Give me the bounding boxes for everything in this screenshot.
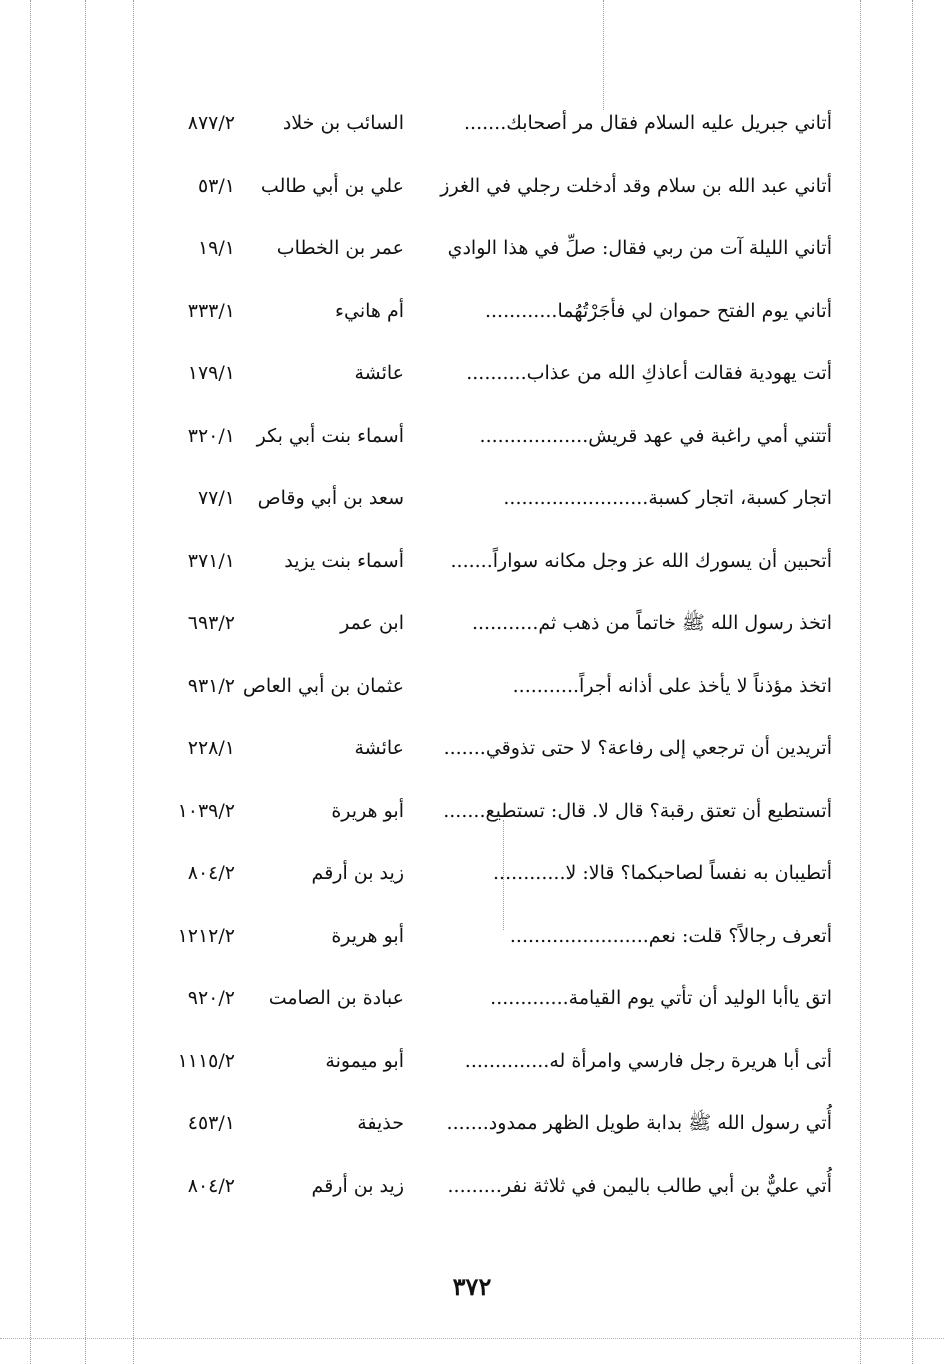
narrator: عمر بن الخطاب — [276, 237, 404, 259]
hadith-text: اتق ياأبا الوليد أن تأتي يوم القيامة............. — [490, 987, 832, 1009]
hadith-text: أُتي عليٌّ بن أبي طالب باليمن في ثلاثة نفر......... — [447, 1174, 832, 1197]
narrator: أبو هريرة — [331, 799, 404, 822]
reference: ٤٥٣/١ — [187, 1112, 235, 1134]
reference: ٦٩٣/٢ — [187, 612, 235, 634]
index-entry — [0, 845, 944, 908]
hadith-text: اتجار كسبة، اتجار كسبة........................ — [503, 487, 832, 509]
index-entry — [0, 533, 944, 596]
index-entry — [0, 720, 944, 783]
reference: ٩٢٠/٢ — [187, 987, 235, 1009]
index-entry — [0, 345, 944, 408]
index-entry — [0, 1095, 944, 1158]
reference: ٨٠٤/٢ — [187, 1174, 235, 1197]
narrator: عثمان بن أبي العاص — [242, 674, 404, 697]
reference: ١١١٥/٢ — [177, 1049, 235, 1072]
index-entry — [0, 1033, 944, 1096]
index-entry — [0, 95, 944, 158]
hadith-text: أتحبين أن يسورك الله عز وجل مكانه سواراً....... — [450, 549, 832, 572]
index-entry — [0, 783, 944, 846]
index-entry — [0, 408, 944, 471]
narrator: علي بن أبي طالب — [260, 174, 404, 197]
index-entry — [0, 595, 944, 658]
narrator: أبو ميمونة — [325, 1049, 404, 1072]
hadith-text: اتخذ مؤذناً لا يأخذ على أذانه أجراً........... — [512, 674, 832, 697]
index-entry — [0, 970, 944, 1033]
reference: ٨٧٧/٢ — [187, 112, 235, 134]
narrator: عبادة بن الصامت — [268, 987, 404, 1009]
dotted-margin-line — [0, 1338, 944, 1339]
reference: ١٢١٢/٢ — [177, 924, 235, 947]
hadith-text: أتتني أمي راغبة في عهد قريش.................. — [479, 424, 832, 447]
narrator: زيد بن أرقم — [311, 1174, 404, 1197]
narrator: حذيفة — [357, 1112, 404, 1134]
hadith-text: أتريدين أن ترجعي إلى رفاعة؟ لا حتى تذوقي....... — [443, 737, 832, 759]
index-entry — [0, 658, 944, 721]
reference: ١٠٣٩/٢ — [177, 799, 235, 822]
index-entry — [0, 908, 944, 971]
reference: ١٩/١ — [197, 237, 235, 259]
hadith-text: أتاني عبد الله بن سلام وقد أدخلت رجلي في الغرز — [440, 174, 832, 197]
hadith-text: أتستطيع أن تعتق رقبة؟ قال لا. قال: تستطيع....... — [443, 799, 832, 822]
hadith-text: أتعرف رجالاً؟ قلت: نعم....................... — [509, 924, 832, 947]
index-entry — [0, 1158, 944, 1221]
narrator: أبو هريرة — [331, 924, 404, 947]
reference: ٨٠٤/٢ — [187, 862, 235, 884]
reference: ٢٢٨/١ — [187, 737, 235, 759]
reference: ٣٢٠/١ — [187, 424, 235, 447]
narrator: زيد بن أرقم — [311, 862, 404, 884]
narrator: أم هانيء — [335, 299, 404, 322]
narrator: عائشة — [354, 737, 404, 759]
narrator: سعد بن أبي وقاص — [257, 487, 404, 509]
hadith-text: أتى أبا هريرة رجل فارسي وامرأة له.............. — [464, 1049, 832, 1072]
hadith-text: أتطيبان به نفساً لصاحبكما؟ قالا: لا............ — [493, 862, 832, 884]
reference: ٧٧/١ — [197, 487, 235, 509]
reference: ٩٣١/٢ — [187, 674, 235, 697]
index-entry — [0, 470, 944, 533]
narrator: أسماء بنت يزيد — [284, 549, 404, 572]
narrator: السائب بن خلاد — [282, 112, 404, 134]
reference: ٣٣٣/١ — [187, 299, 235, 322]
page-number: ٣٧٢ — [452, 1272, 492, 1301]
narrator: أسماء بنت أبي بكر — [256, 424, 404, 447]
reference: ٣٧١/١ — [187, 549, 235, 572]
index-entry — [0, 283, 944, 346]
hadith-text: أتت يهودية فقالت أعاذكِ الله من عذاب.......... — [466, 362, 832, 384]
reference: ٥٣/١ — [197, 174, 235, 197]
index-entry — [0, 220, 944, 283]
narrator: ابن عمر — [340, 612, 404, 634]
dotted-margin-line — [603, 0, 604, 110]
hadith-text: اتخذ رسول الله ﷺ خاتماً من ذهب ثم........... — [471, 612, 832, 634]
index-entry — [0, 158, 944, 221]
hadith-text: أتاني الليلة آت من ربي فقال: صلِّ في هذا الوادي — [447, 237, 832, 259]
narrator: عائشة — [354, 362, 404, 384]
hadith-text: أُتي رسول الله ﷺ بدابة طويل الظهر ممدود....... — [446, 1112, 832, 1134]
index-entries — [0, 95, 944, 1220]
hadith-text: أتاني يوم الفتح حموان لي فأجَرْتُهُما............ — [484, 299, 832, 322]
hadith-text: أتاني جبريل عليه السلام فقال مر أصحابك....... — [463, 112, 832, 134]
reference: ١٧٩/١ — [187, 362, 235, 384]
